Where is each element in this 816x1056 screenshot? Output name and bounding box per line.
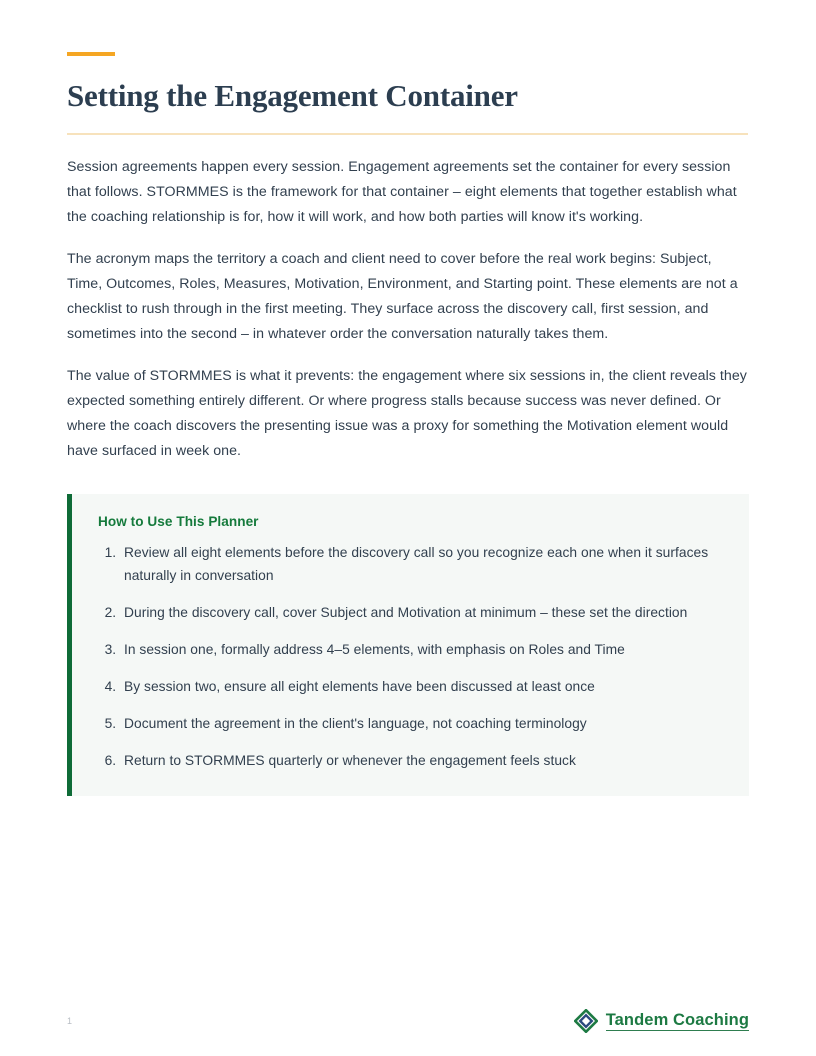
brand-name: Tandem Coaching: [606, 1011, 749, 1031]
page-number: 1: [67, 1016, 73, 1026]
brand-logo: [574, 1009, 749, 1033]
page-footer: [67, 1006, 749, 1036]
list-item: 3. In session one, formally address 4–5 elements, with emphasis on Roles and Time: [120, 638, 723, 661]
body-paragraph-2: The acronym maps the territory a coach and client need to cover before the real work begins: Subject, Time, Outcomes, Roles, Measures, Motivation, Environment, and Starting point. These elements are not a checklist to rush through in the first meeting. They surface across the discovery call, first session, and sometimes into the second – in whatever order the conversation naturally takes them.: [67, 250, 738, 342]
list-item: 6. Return to STORMMES quarterly or whenever the engagement feels stuck: [120, 749, 723, 772]
callout-instruction-list: [98, 541, 723, 772]
list-item: 2. During the discovery call, cover Subject and Motivation at minimum – these set the direction: [120, 601, 723, 624]
diamond-logo-icon: [574, 1009, 598, 1033]
body-paragraph-3: The value of STORMMES is what it prevents: the engagement where six sessions in, the client reveals they expected something entirely different. Or where progress stalls because success was never defined. Or where the coach discovers the presenting issue was a proxy for something the Motivation element would have surfaced in week one.: [67, 367, 747, 459]
list-item: 5. Document the agreement in the client's language, not coaching terminology: [120, 712, 723, 735]
title-divider-rule: [67, 133, 748, 135]
page-title: Setting the Engagement Container: [67, 78, 518, 113]
list-item: 4. By session two, ensure all eight elements have been discussed at least once: [120, 675, 723, 698]
body-paragraph-1: Session agreements happen every session. Engagement agreements set the container for every session that follows. STORMMES is the framework for that container – eight elements that together establish what the coaching relationship is for, how it will work, and how both parties will know it's working.: [67, 158, 737, 225]
callout-box: [67, 494, 749, 796]
title-accent-bar: [67, 52, 115, 56]
callout-heading: How to Use This Planner: [98, 513, 259, 529]
page-content: [67, 52, 747, 796]
list-item: 1. Review all eight elements before the discovery call so you recognize each one when it surfaces naturally in conversation: [120, 541, 723, 587]
